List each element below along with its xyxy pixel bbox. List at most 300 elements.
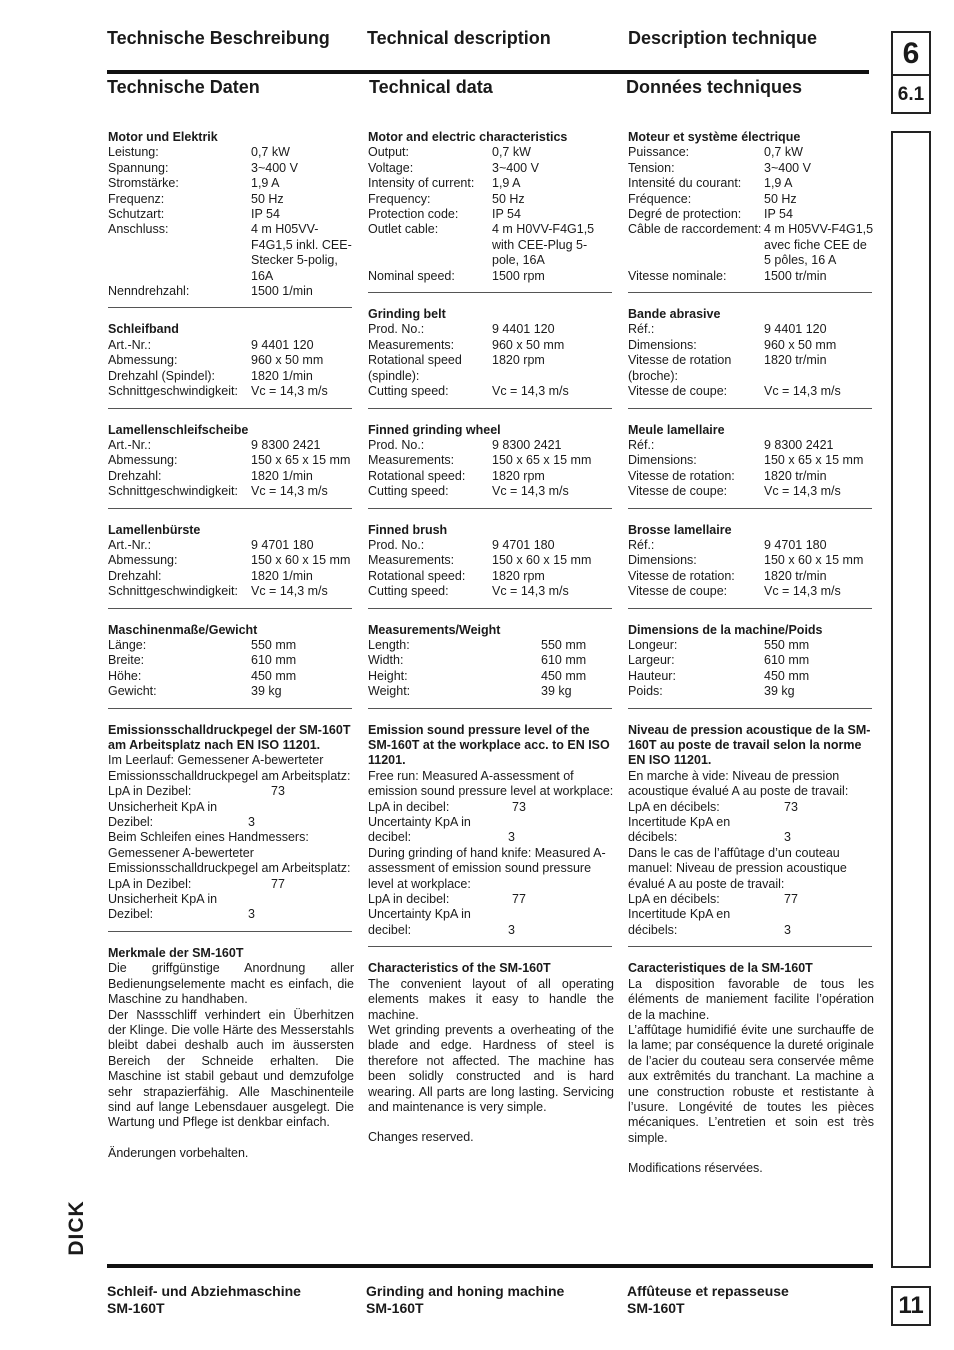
spec-block-title: Meule lamellaire [628,422,725,437]
feature-paragraph: Changes reserved. [368,1130,474,1145]
spec-label: Vitesse de rotation: [628,468,735,483]
spec-value: 1820 1/min [251,368,313,383]
spec-row [108,469,354,484]
spec-row [628,769,874,800]
spec-value: 3~400 V [764,160,811,175]
section-badge: 6.1 [891,74,931,114]
spec-block [368,130,614,284]
feature-paragraph [628,1146,874,1161]
spec-value: 1820 rpm [492,568,545,583]
spec-row [628,892,874,907]
spec-label: Art.-Nr.: [108,537,152,552]
spec-value: 9 4401 120 [251,337,314,352]
section-divider [628,608,872,609]
spec-row [368,569,614,584]
spec-value: 1820 1/min [251,468,313,483]
spec-value: 960 x 50 mm [764,337,837,352]
spec-label: Outlet cable: [368,222,439,237]
spec-label: Dimensions: [628,453,697,468]
spec-value: Vc = 14,3 m/s [251,384,328,399]
section-divider [368,708,612,709]
spec-row [108,192,354,207]
spec-value: Vc = 14,3 m/s [764,584,841,599]
column-de [108,130,354,1161]
spec-label: Width: [368,653,404,668]
spec-row [628,638,874,653]
feature-paragraph: Änderungen vorbehalten. [108,1145,249,1160]
spec-label: Incertitude KpA en décibels: [628,815,731,845]
spec-value: 4 m H0VV-F4G1,5 with CEE-Plug 5-pole, 16A [492,222,595,268]
spec-row [108,538,354,553]
spec-row [628,438,874,453]
spec-row [368,553,614,568]
spec-label: Breite: [108,653,145,668]
spec-row [628,553,874,568]
column-fr [628,130,874,1177]
spec-label: Dimensions: [628,553,697,568]
spec-label: Réf.: [628,322,655,337]
spec-label: Drehzahl: [108,468,162,483]
footer-rule [107,1264,873,1268]
spec-block [368,623,614,700]
spec-value: IP 54 [492,207,521,222]
spec-value: 77 [784,892,798,907]
spec-value: 3 [248,815,255,830]
spec-label: Hauteur: [628,668,676,683]
spec-label: Schnittgeschwindigkeit: [108,384,238,399]
spec-block-title: Grinding belt [368,307,446,322]
footer-fr-line2: SM-160T [627,1300,685,1316]
spec-row [368,907,614,938]
spec-value: 9 4401 120 [492,322,555,337]
spec-value: 73 [512,799,526,814]
footer-en [366,1283,564,1317]
section-divider [368,292,612,293]
spec-row [628,684,874,699]
spec-value: 150 x 65 x 15 mm [764,453,864,468]
spec-label: Rotational speed: [368,468,466,483]
spec-value: 0,7 kW [492,145,531,160]
spec-block-title: Bande abrasive [628,307,721,322]
spec-value: Vc = 14,3 m/s [251,584,328,599]
spec-value: Vc = 14,3 m/s [492,484,569,499]
spec-row [108,800,354,831]
spec-block [108,946,354,1161]
spec-row [108,384,354,399]
spec-row [368,338,614,353]
section-divider [368,608,612,609]
section-divider [368,946,612,947]
spec-row [108,638,354,653]
feature-paragraph: Modifications réservées. [628,1161,763,1176]
spec-block [368,961,614,1145]
spec-label: Measurements: [368,337,455,352]
feature-paragraph: L’affûtage humidifié évite une surchauffe de la lame; par conséquence la dureté originale de l’acier du couteau sera conservée même aux extrêmités du tranchant. La machine a une construction robuste et restistante à l’usure. Longévité de toutes les pièces mécaniques. L’entretien et soin est très simple. [628,1022,874,1145]
spec-label: Longeur: [628,637,678,652]
spec-label: Intensité du courant: [628,176,742,191]
spec-row [108,453,354,468]
spec-label: Prod. No.: [368,322,425,337]
spec-value: 3 [784,922,791,937]
spec-label: Intensity of current: [368,176,475,191]
spec-block-title: Emission sound pressure level of the SM-160T at the workplace acc. to EN ISO 11201. [368,722,610,768]
spec-value: 0,7 kW [251,145,290,160]
spec-label: Voltage: [368,160,414,175]
spec-value: Vc = 14,3 m/s [764,484,841,499]
spec-value: 1820 tr/min [764,568,827,583]
spec-label: LpA in decibel: [368,892,450,907]
spec-value: 1,9 A [492,176,521,191]
spec-value: 50 Hz [492,191,525,206]
spec-block [628,623,874,700]
spec-value: 1500 rpm [492,268,545,283]
spec-label: During grinding of hand knife: Measured A-assessment of emission sound pressure level at workplace: [368,845,606,891]
spec-value: 1,9 A [251,176,280,191]
spec-row [628,161,874,176]
spec-row [628,453,874,468]
spec-row [628,353,874,384]
spec-block-title: Moteur et système électrique [628,130,801,144]
spec-row [628,800,874,815]
spec-label: Vitesse de coupe: [628,384,728,399]
spec-value: 1820 1/min [251,568,313,583]
page-number: 11 [891,1286,931,1326]
section-divider [108,608,352,609]
spec-label: Vitesse de coupe: [628,584,728,599]
spec-value: 50 Hz [764,191,797,206]
spec-row [368,684,614,699]
spec-value: 1820 rpm [492,468,545,483]
spec-block-title: Dimensions de la machine/Poids [628,622,823,637]
spec-label: Rotational speed: [368,568,466,583]
footer-fr-line1: Affûteuse et repasseuse [627,1283,789,1299]
subsection-title-en: Technical data [369,77,493,97]
spec-label: Puissance: [628,145,690,160]
spec-value: 610 mm [764,653,810,668]
spec-label: Uncertainty KpA in decibel: [368,907,471,937]
spec-value: 150 x 60 x 15 mm [251,553,351,568]
spec-value: 39 kg [541,684,572,699]
spec-label: LpA in Dezibel: [108,876,192,891]
spec-value: 4 m H05VV-F4G1,5 avec fiche CEE de 5 pôles, 16 A [764,222,874,268]
spec-label: Cutting speed: [368,584,449,599]
spec-value: 3~400 V [251,160,298,175]
spec-row [368,176,614,191]
spec-row [628,222,874,268]
spec-label: LpA in Dezibel: [108,784,192,799]
spec-row [108,222,354,284]
feature-paragraph: Wet grinding prevents a overheating of the blade and edge. Hardness of steel is therefore not affected. The machine has been solidly constructed and is hard wearing. All parts are long lasting. Servicing and maintenance is very simple. [368,1022,614,1114]
spec-label: Cutting speed: [368,484,449,499]
spec-label: Rotational speed (spindle): [368,353,462,383]
spec-label: Prod. No.: [368,437,425,452]
spec-row [108,753,354,784]
spec-label: Leistung: [108,145,159,160]
spec-label: Réf.: [628,537,655,552]
spec-row [628,338,874,353]
spec-value: Vc = 14,3 m/s [492,384,569,399]
spec-label: Drehzahl: [108,568,162,583]
spec-block-title: Characteristics of the SM-160T [368,961,551,976]
spec-row [368,638,614,653]
feature-paragraph [368,1115,614,1130]
spec-block [368,423,614,500]
spec-value: 77 [271,876,285,891]
spec-row [368,353,614,384]
section-title-en: Technical description [367,28,551,48]
spec-block [628,130,874,284]
spec-value: 3 [508,922,515,937]
spec-row [108,877,354,892]
section-divider [628,292,872,293]
column-en [368,130,614,1146]
spec-block-title: Motor und Elektrik [108,130,218,144]
spec-label: Abmessung: [108,553,178,568]
spec-row [628,145,874,160]
spec-row [628,907,874,938]
spec-value: 150 x 65 x 15 mm [251,453,351,468]
spec-row [368,484,614,499]
chapter-badge: 6 [891,31,931,75]
spec-value: Vc = 14,3 m/s [764,384,841,399]
spec-label: Spannung: [108,160,169,175]
spec-row [108,484,354,499]
spec-value: 73 [271,784,285,799]
spec-label: Schnittgeschwindigkeit: [108,484,238,499]
spec-block-title: Merkmale der SM-160T [108,945,244,960]
section-divider [628,708,872,709]
spec-row [368,322,614,337]
section-divider [628,408,872,409]
spec-row [108,784,354,799]
spec-row [108,438,354,453]
spec-label: Uncertainty KpA in decibel: [368,815,471,845]
spec-label: Cutting speed: [368,384,449,399]
spec-block [628,723,874,939]
spec-label: Height: [368,668,408,683]
spec-block-title: Niveau de pression acoustique de la SM-160T au poste de travail selon la norme EN ISO 11201. [628,722,871,768]
spec-block-title: Emissionsschalldruckpegel der SM-160T am Arbeitsplatz nach EN ISO 11201. [108,722,351,752]
section-divider [628,946,872,947]
spec-label: Anschluss: [108,222,169,237]
spec-row [368,438,614,453]
spec-label: Vitesse de rotation (broche): [628,353,732,383]
spec-label: Largeur: [628,653,675,668]
spec-block-title: Measurements/Weight [368,622,501,637]
spec-value: 550 mm [541,637,587,652]
feature-paragraph: Der Nassschliff verhindert ein Überhitzen der Klinge. Die volle Härte des Messerstahls bleibt dabei deshalb auch im äussersten Bereich der Schneide erhalten. Die Maschine ist stabil gebaut und demzufolge sehr strapazierfähig. Alle Maschinenteile sind auf lange Lebensdauer ausgelegt. Die Wartung und Pflege ist denkbar einfach. [108,1007,354,1130]
spec-label: Höhe: [108,668,142,683]
spec-value: 610 mm [251,653,297,668]
header-rule [107,70,869,74]
spec-row [368,192,614,207]
spec-row [108,669,354,684]
spec-row [108,353,354,368]
spec-row [108,338,354,353]
spec-value: 9 8300 2421 [764,437,834,452]
spec-row [368,800,614,815]
spec-value: 9 8300 2421 [492,437,562,452]
spec-label: Length: [368,637,410,652]
spec-block-title: Lamellenschleifscheibe [108,422,249,437]
spec-label: Dimensions: [628,337,697,352]
spec-row [368,269,614,284]
spec-label: Gewicht: [108,684,157,699]
spec-value: 150 x 65 x 15 mm [492,453,592,468]
spec-label: Schnittgeschwindigkeit: [108,584,238,599]
spec-block [628,307,874,399]
spec-value: 3 [248,907,255,922]
spec-value: 9 8300 2421 [251,437,321,452]
spec-block-title: Brosse lamellaire [628,522,732,537]
spec-block [628,523,874,600]
spec-row [368,815,614,846]
spec-row [628,815,874,846]
spec-label: Nenndrehzahl: [108,284,190,299]
spec-label: Câble de raccordement: [628,222,762,237]
spec-row [108,553,354,568]
spec-label: Tension: [628,160,675,175]
spec-row [368,469,614,484]
spec-block [628,961,874,1176]
spec-row [368,538,614,553]
spec-block [108,130,354,299]
spec-row [628,538,874,553]
spec-value: 9 4701 180 [251,537,314,552]
section-divider [108,931,352,932]
spec-label: Measurements: [368,553,455,568]
spec-label: Fréquence: [628,191,692,206]
spec-row [108,653,354,668]
footer-fr [627,1283,789,1317]
spec-block [108,322,354,399]
spec-block [368,723,614,939]
spec-block-title: Schleifband [108,322,179,337]
spec-row [628,192,874,207]
spec-label: Protection code: [368,207,459,222]
spec-label: Unsicherheit KpA in Dezibel: [108,892,218,922]
spec-value: 4 m H05VV-F4G1,5 inkl. CEE-Stecker 5-polig, 16A [251,222,352,283]
spec-block [108,623,354,700]
section-divider [108,508,352,509]
section-divider [108,708,352,709]
spec-row [628,669,874,684]
spec-block-title: Motor and electric characteristics [368,130,568,144]
brand-logo [64,1188,90,1268]
spec-row [108,830,354,876]
spec-label: Schutzart: [108,207,165,222]
spec-label: Vitesse nominale: [628,268,727,283]
section-divider [368,408,612,409]
spec-row [108,569,354,584]
section-divider [108,307,352,308]
section-divider [108,408,352,409]
spec-value: 1820 tr/min [764,353,827,368]
spec-value: 610 mm [541,653,587,668]
spec-block [368,307,614,399]
spec-value: 39 kg [251,684,282,699]
spec-value: 3~400 V [492,160,539,175]
spec-row [368,207,614,222]
spec-row [108,584,354,599]
subsection-title-de: Technische Daten [107,77,260,97]
spec-block [108,523,354,600]
spec-value: IP 54 [764,207,793,222]
spec-row [628,584,874,599]
spec-value: 1,9 A [764,176,793,191]
spec-block [368,523,614,600]
spec-value: 450 mm [541,668,587,683]
spec-value: 150 x 60 x 15 mm [764,553,864,568]
spec-row [108,284,354,299]
spec-value: Vc = 14,3 m/s [492,584,569,599]
spec-block-title: Caracteristiques de la SM-160T [628,961,813,976]
spec-label: LpA en décibels: [628,799,720,814]
footer-en-line2: SM-160T [366,1300,424,1316]
spec-label: Drehzahl (Spindel): [108,368,215,383]
spec-row [628,469,874,484]
spec-label: Free run: Measured A-assessment of emission sound pressure level at workplace: [368,768,614,799]
subsection-title-fr: Données techniques [626,77,803,97]
footer-de-line2: SM-160T [107,1300,165,1316]
spec-label: Frequenz: [108,191,165,206]
spec-label: Réf.: [628,437,655,452]
spec-label: LpA in decibel: [368,799,450,814]
spec-row [368,769,614,800]
spec-value: 1500 tr/min [764,268,827,283]
spec-label: Nominal speed: [368,268,455,283]
section-title-de: Technische Beschreibung [107,28,330,48]
spec-row [108,145,354,160]
spec-value: 960 x 50 mm [492,337,565,352]
spec-row [628,176,874,191]
feature-paragraph [108,1131,354,1146]
spec-value: 3 [508,830,515,845]
spec-label: LpA en décibels: [628,892,720,907]
spec-row [368,669,614,684]
spec-label: Art.-Nr.: [108,437,152,452]
spec-value: 550 mm [764,637,810,652]
spec-row [368,145,614,160]
spec-block-title: Lamellenbürste [108,522,201,537]
spec-value: 1500 1/min [251,284,313,299]
spec-label: Degré de protection: [628,207,742,222]
spec-block-title: Finned brush [368,522,448,537]
spec-row [368,384,614,399]
spec-block [628,423,874,500]
brand-logo-text: DICK [65,1200,88,1256]
spec-block-title: Maschinenmaße/Gewicht [108,622,258,637]
spec-block-title: Finned grinding wheel [368,422,501,437]
spec-label: Abmessung: [108,353,178,368]
spec-row [108,161,354,176]
spec-label: Measurements: [368,453,455,468]
spec-label: Output: [368,145,409,160]
spec-value: 9 4401 120 [764,322,827,337]
spec-label: Unsicherheit KpA in Dezibel: [108,799,218,830]
feature-paragraph: Die griffgünstige Anordnung aller Bedienungselemente macht es einfach, die Maschine zu handhaben. [108,961,354,1007]
spec-label: Vitesse de rotation: [628,568,735,583]
feature-paragraph: La disposition favorable de tous les éléments de maniement facilite l’opération de la machine. [628,976,874,1022]
spec-label: Frequency: [368,191,431,206]
spec-row [108,207,354,222]
spec-row [108,176,354,191]
footer-de [107,1283,301,1317]
spec-row [108,369,354,384]
spec-label: Vitesse de coupe: [628,484,728,499]
spec-row [368,222,614,268]
spec-row [628,846,874,892]
